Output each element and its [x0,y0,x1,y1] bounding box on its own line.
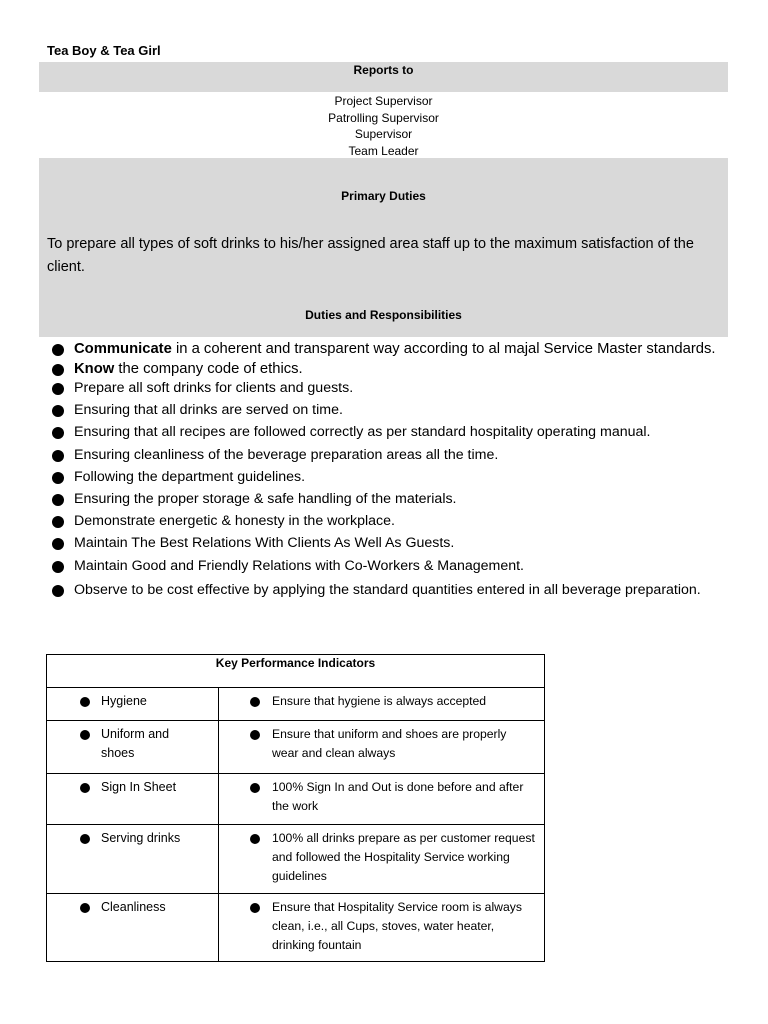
bullet-icon [52,450,64,462]
list-item [52,557,724,576]
document-title: Tea Boy & Tea Girl [47,43,161,58]
list-item [52,446,724,465]
table-row [47,894,545,962]
item-text: Maintain The Best Relations With Clients As Well As Guests. [74,535,455,552]
list-item [52,379,724,398]
kpi-indicator: Sign In Sheet [101,780,177,794]
list-item [52,490,724,509]
bullet-icon [52,585,64,597]
list-item [52,534,724,553]
bullet-icon [250,730,260,740]
list-item [52,423,724,442]
list-item [52,512,724,531]
bullet-icon [52,364,64,376]
responsibilities-label: Duties and Responsibilities [305,308,462,322]
bullet-icon [80,697,90,707]
bullet-icon [80,730,90,740]
kpi-description: Ensure that uniform and shoes are properly wear and clean always [272,727,507,760]
kpi-description: 100% Sign In and Out is done before and after the work [272,780,524,813]
bullet-icon [52,472,64,484]
kpi-description: Ensure that hygiene is always accepted [272,694,487,708]
table-row [47,774,545,825]
reports-to-item: Project Supervisor [334,94,433,108]
item-text: Observe to be cost effective by applying the standard quantities entered in all beverage preparation. [74,581,701,598]
kpi-description: Ensure that Hospitality Service room is always clean, i.e., all Cups, stoves, water heater, drinking fountain [272,900,522,952]
bullet-icon [250,903,260,913]
reports-to-item: Patrolling Supervisor [328,110,439,125]
bullet-icon [250,783,260,793]
bullet-icon [80,903,90,913]
reports-to-list [39,93,728,159]
item-text: Following the department guidelines. [74,468,306,485]
bullet-icon [80,834,90,844]
list-item [52,579,724,601]
reports-to-item: Supervisor [354,127,413,141]
bullet-icon [80,783,90,793]
bullet-icon [52,561,64,573]
item-text: Ensuring that all recipes are followed correctly as per standard hospitality operating manual. [74,424,651,441]
table-row [47,721,545,774]
kpi-indicator: Serving drinks [101,831,181,845]
reports-to-label: Reports to [353,63,414,77]
kpi-table-header: Key Performance Indicators [47,655,545,688]
reports-to-item: Team Leader [348,143,419,158]
kpi-indicator: Hygiene [101,694,147,708]
item-text: in a coherent and transparent way according to al majal Service Master standards. [171,341,716,357]
kpi-indicator: Uniform and shoes [101,727,170,760]
primary-duties-text: To prepare all types of soft drinks to his/her assigned area staff up to the maximum satisfaction of the client. [47,236,694,275]
item-text: the company code of ethics. [114,360,303,377]
list-item [52,360,724,379]
kpi-description: 100% all drinks prepare as per customer request and followed the Hospitality Service working guidelines [272,831,535,883]
list-item [52,468,724,487]
primary-duties-label: Primary Duties [341,189,426,203]
list-item [52,340,724,359]
bullet-icon [250,834,260,844]
table-row [47,825,545,894]
responsibilities-list [52,340,724,601]
item-text: Ensuring cleanliness of the beverage preparation areas all the time. [74,446,499,463]
item-text: Ensuring that all drinks are served on time. [74,402,343,419]
item-text: Maintain Good and Friendly Relations with Co-Workers & Management. [74,557,525,574]
keyword: Know [74,360,115,377]
bullet-icon [250,697,260,707]
bullet-icon [52,383,64,395]
list-item [52,401,724,420]
bullet-icon [52,405,64,417]
bullet-icon [52,344,64,356]
keyword: Communicate [74,341,172,357]
bullet-icon [52,494,64,506]
bullet-icon [52,538,64,550]
bullet-icon [52,516,64,528]
kpi-indicator: Cleanliness [101,900,166,914]
item-text: Ensuring the proper storage & safe handling of the materials. [74,490,457,507]
item-text: Prepare all soft drinks for clients and guests. [74,380,354,396]
kpi-table [46,654,545,962]
bullet-icon [52,427,64,439]
item-text: Demonstrate energetic & honesty in the workplace. [74,513,395,530]
table-row [47,688,545,721]
